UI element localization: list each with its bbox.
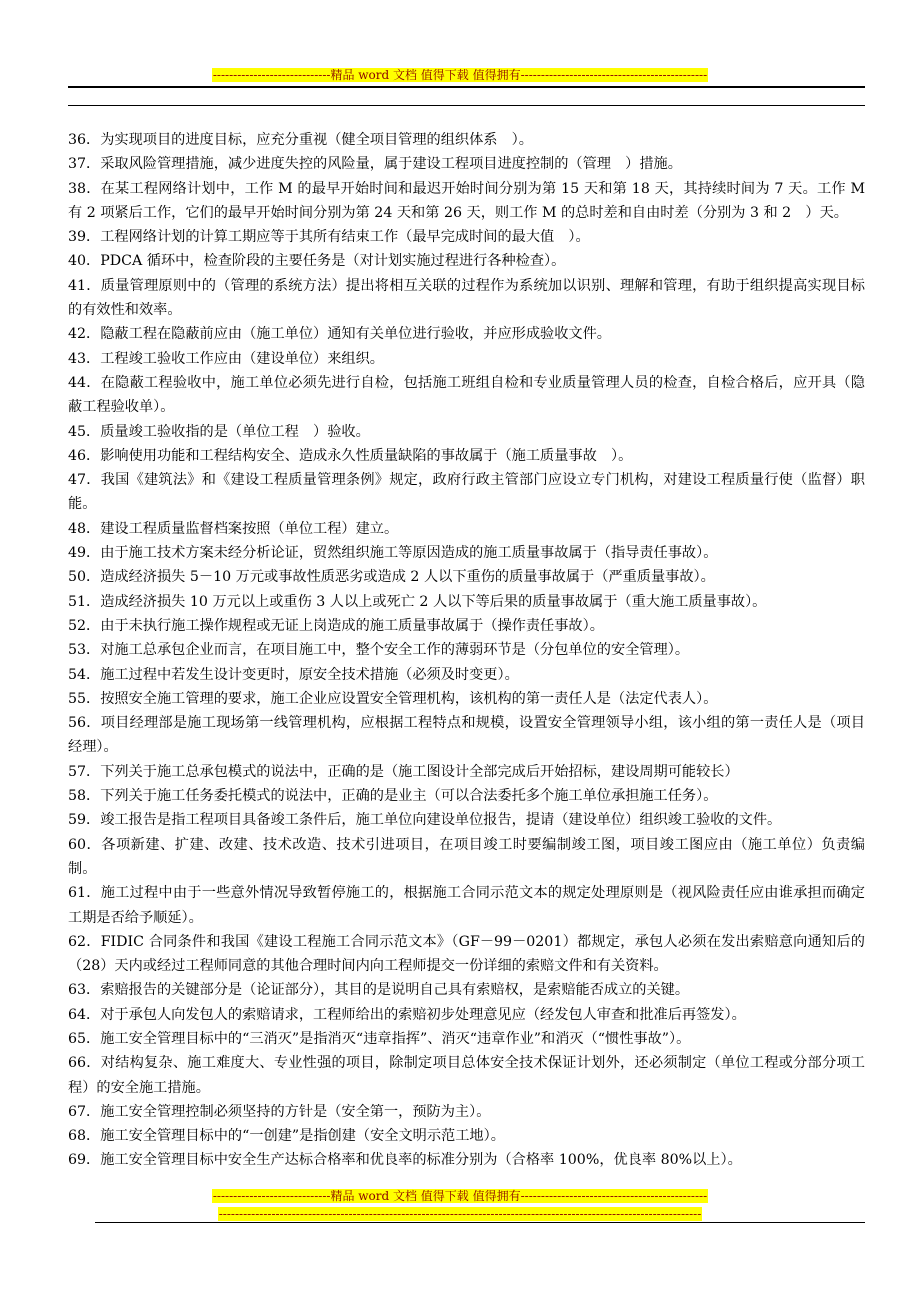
header-rule-thin — [68, 105, 865, 106]
question-58: 58．下列关于施工任务委托模式的说法中，正确的是业主（可以合法委托多个施工单位承担施工任务）。 — [68, 788, 718, 805]
question-51: 51．造成经济损失 10 万元以上或重伤 3 人以上或死亡 2 人以下等后果的质量事故属于（重大施工质量事故）。 — [68, 593, 767, 610]
footer-dashes-text: ----------------------------------------------------------------------------------------------------------------------- — [218, 1207, 702, 1221]
question-63: 63．索赔报告的关键部分是（论证部分），其目的是说明自己具有索赔权，是索赔能否成立的关键。 — [68, 982, 690, 999]
header-banner — [0, 67, 920, 83]
question-69: 69．施工安全管理目标中安全生产达标合格率和优良率的标准分别为（合格率 100%，优良率 80%以上）。 — [68, 1152, 742, 1169]
question-64: 64．对于承包人向发包人的索赔请求，工程师给出的索赔初步处理意见应（经发包人审查和批准后再签发）。 — [68, 1006, 746, 1023]
question-55: 55．按照安全施工管理的要求，施工企业应设置安全管理机构，该机构的第一责任人是（法定代表人）。 — [68, 690, 718, 707]
question-56: 56．项目经理部是施工现场第一线管理机构，应根据工程特点和规模，设置安全管理领导小组，该小组的第一责任人是（项目经理）。 — [68, 715, 865, 756]
question-41: 41．质量管理原则中的（管理的系统方法）提出将相互关联的过程作为系统加以识别、理解和管理，有助于组织提高实现目标的有效性和效率。 — [68, 277, 865, 319]
footer-dashes — [0, 1206, 920, 1222]
question-59: 59．竣工报告是指工程项目具备竣工条件后，施工单位向建设单位报告，提请（建设单位）组织竣工验收的文件。 — [68, 812, 782, 829]
footer-banner-text: -----------------------------精品 word 文档 值得下载 值得拥有---------------------------------------------- — [212, 1189, 708, 1203]
footer-banner — [0, 1188, 920, 1204]
question-38: 38．在某工程网络计划中，工作 M 的最早开始时间和最迟开始时间分别为第 15 天和第 18 天，其持续时间为 7 天。工作 M 有 2 项紧后工作，它们的最早开始时间分别为第 24 天和第 26 天，则工作 M 的总时差和自由时差（分别为 3 和 2 ）天。 — [68, 180, 865, 221]
question-46: 46．影响使用功能和工程结构安全、造成永久性质量缺陷的事故属于（施工质量事故 ）。 — [68, 447, 633, 464]
question-39: 39．工程网络计划的计算工期应等于其所有结束工作（最早完成时间的最大值 ）。 — [68, 229, 590, 246]
question-54: 54．施工过程中若发生设计变更时，原安全技术措施（必须及时变更）。 — [68, 666, 519, 683]
question-36: 36．为实现项目的进度目标，应充分重视（健全项目管理的组织体系 ）。 — [68, 132, 533, 148]
header-banner-text: -----------------------------精品 word 文档 值得下载 值得拥有---------------------------------------------- — [212, 68, 708, 82]
question-50: 50．造成经济损失 5－10 万元或事故性质恶劣或造成 2 人以下重伤的质量事故属于（严重质量事故）。 — [68, 569, 715, 586]
question-60: 60．各项新建、扩建、改建、技术改造、技术引进项目，在项目竣工时要编制竣工图，项目竣工图应由（施工单位）负责编制。 — [68, 836, 865, 877]
question-47: 47．我国《建筑法》和《建设工程质量管理条例》规定，政府行政主管部门应设立专门机构，对建设工程质量行使（监督）职能。 — [68, 472, 865, 513]
question-62: 62．FIDIC 合同条件和我国《建设工程施工合同示范文本》（GF－99－0201）都规定，承包人必须在发出索赔意向通知后的（28）天内或经过工程师同意的其他合理时间内向工程师提交一份详细的索赔文件和有关资料。 — [68, 933, 865, 975]
question-49: 49．由于施工技术方案未经分析论证，贸然组织施工等原因造成的施工质量事故属于（指导责任事故）。 — [68, 545, 718, 562]
question-67: 67．施工安全管理控制必须坚持的方针是（安全第一，预防为主）。 — [68, 1103, 491, 1120]
question-53: 53．对施工总承包企业而言，在项目施工中，整个安全工作的薄弱环节是（分包单位的安全管理）。 — [68, 642, 690, 659]
question-37: 37．采取风险管理措施，减少进度失控的风险量，属于建设工程项目进度控制的（管理 ）措施。 — [68, 156, 682, 173]
question-65: 65．施工安全管理目标中的“三消灭”是指消灭“违章指挥”、消灭“违章作业”和消灭（“惯性事故”）。 — [68, 1030, 691, 1047]
question-43: 43．工程竣工验收工作应由（建设单位）来组织。 — [68, 350, 384, 367]
question-61: 61．施工过程中由于一些意外情况导致暂停施工的，根据施工合同示范文本的规定处理原则是（视风险责任应由谁承担而确定工期是否给予顺延）。 — [68, 885, 865, 926]
question-40: 40．PDCA 循环中，检查阶段的主要任务是（对计划实施过程进行各种检查）。 — [68, 253, 566, 270]
question-57: 57．下列关于施工总承包模式的说法中，正确的是（施工图设计全部完成后开始招标，建设周期可能较长） — [68, 763, 739, 780]
question-68: 68．施工安全管理目标中的“一创建”是指创建（安全文明示范工地）。 — [68, 1128, 505, 1145]
question-66: 66．对结构复杂、施工难度大、专业性强的项目，除制定项目总体安全技术保证计划外，还必须制定（单位工程或分部分项工程）的安全施工措施。 — [68, 1055, 865, 1096]
question-44: 44．在隐蔽工程验收中，施工单位必须先进行自检，包括施工班组自检和专业质量管理人员的检查，自检合格后，应开具（隐蔽工程验收单）。 — [68, 374, 865, 416]
question-45: 45．质量竣工验收指的是（单位工程 ）验收。 — [68, 423, 370, 440]
header-rule-thick — [68, 86, 865, 88]
document-body — [68, 128, 865, 1173]
footer-rule — [95, 1222, 865, 1223]
question-42: 42．隐蔽工程在隐蔽前应由（施工单位）通知有关单位进行验收，并应形成验收文件。 — [68, 326, 611, 343]
question-52: 52．由于未执行施工操作规程或无证上岗造成的施工质量事故属于（操作责任事故）。 — [68, 617, 604, 634]
question-48: 48．建设工程质量监督档案按照（单位工程）建立。 — [68, 520, 399, 537]
